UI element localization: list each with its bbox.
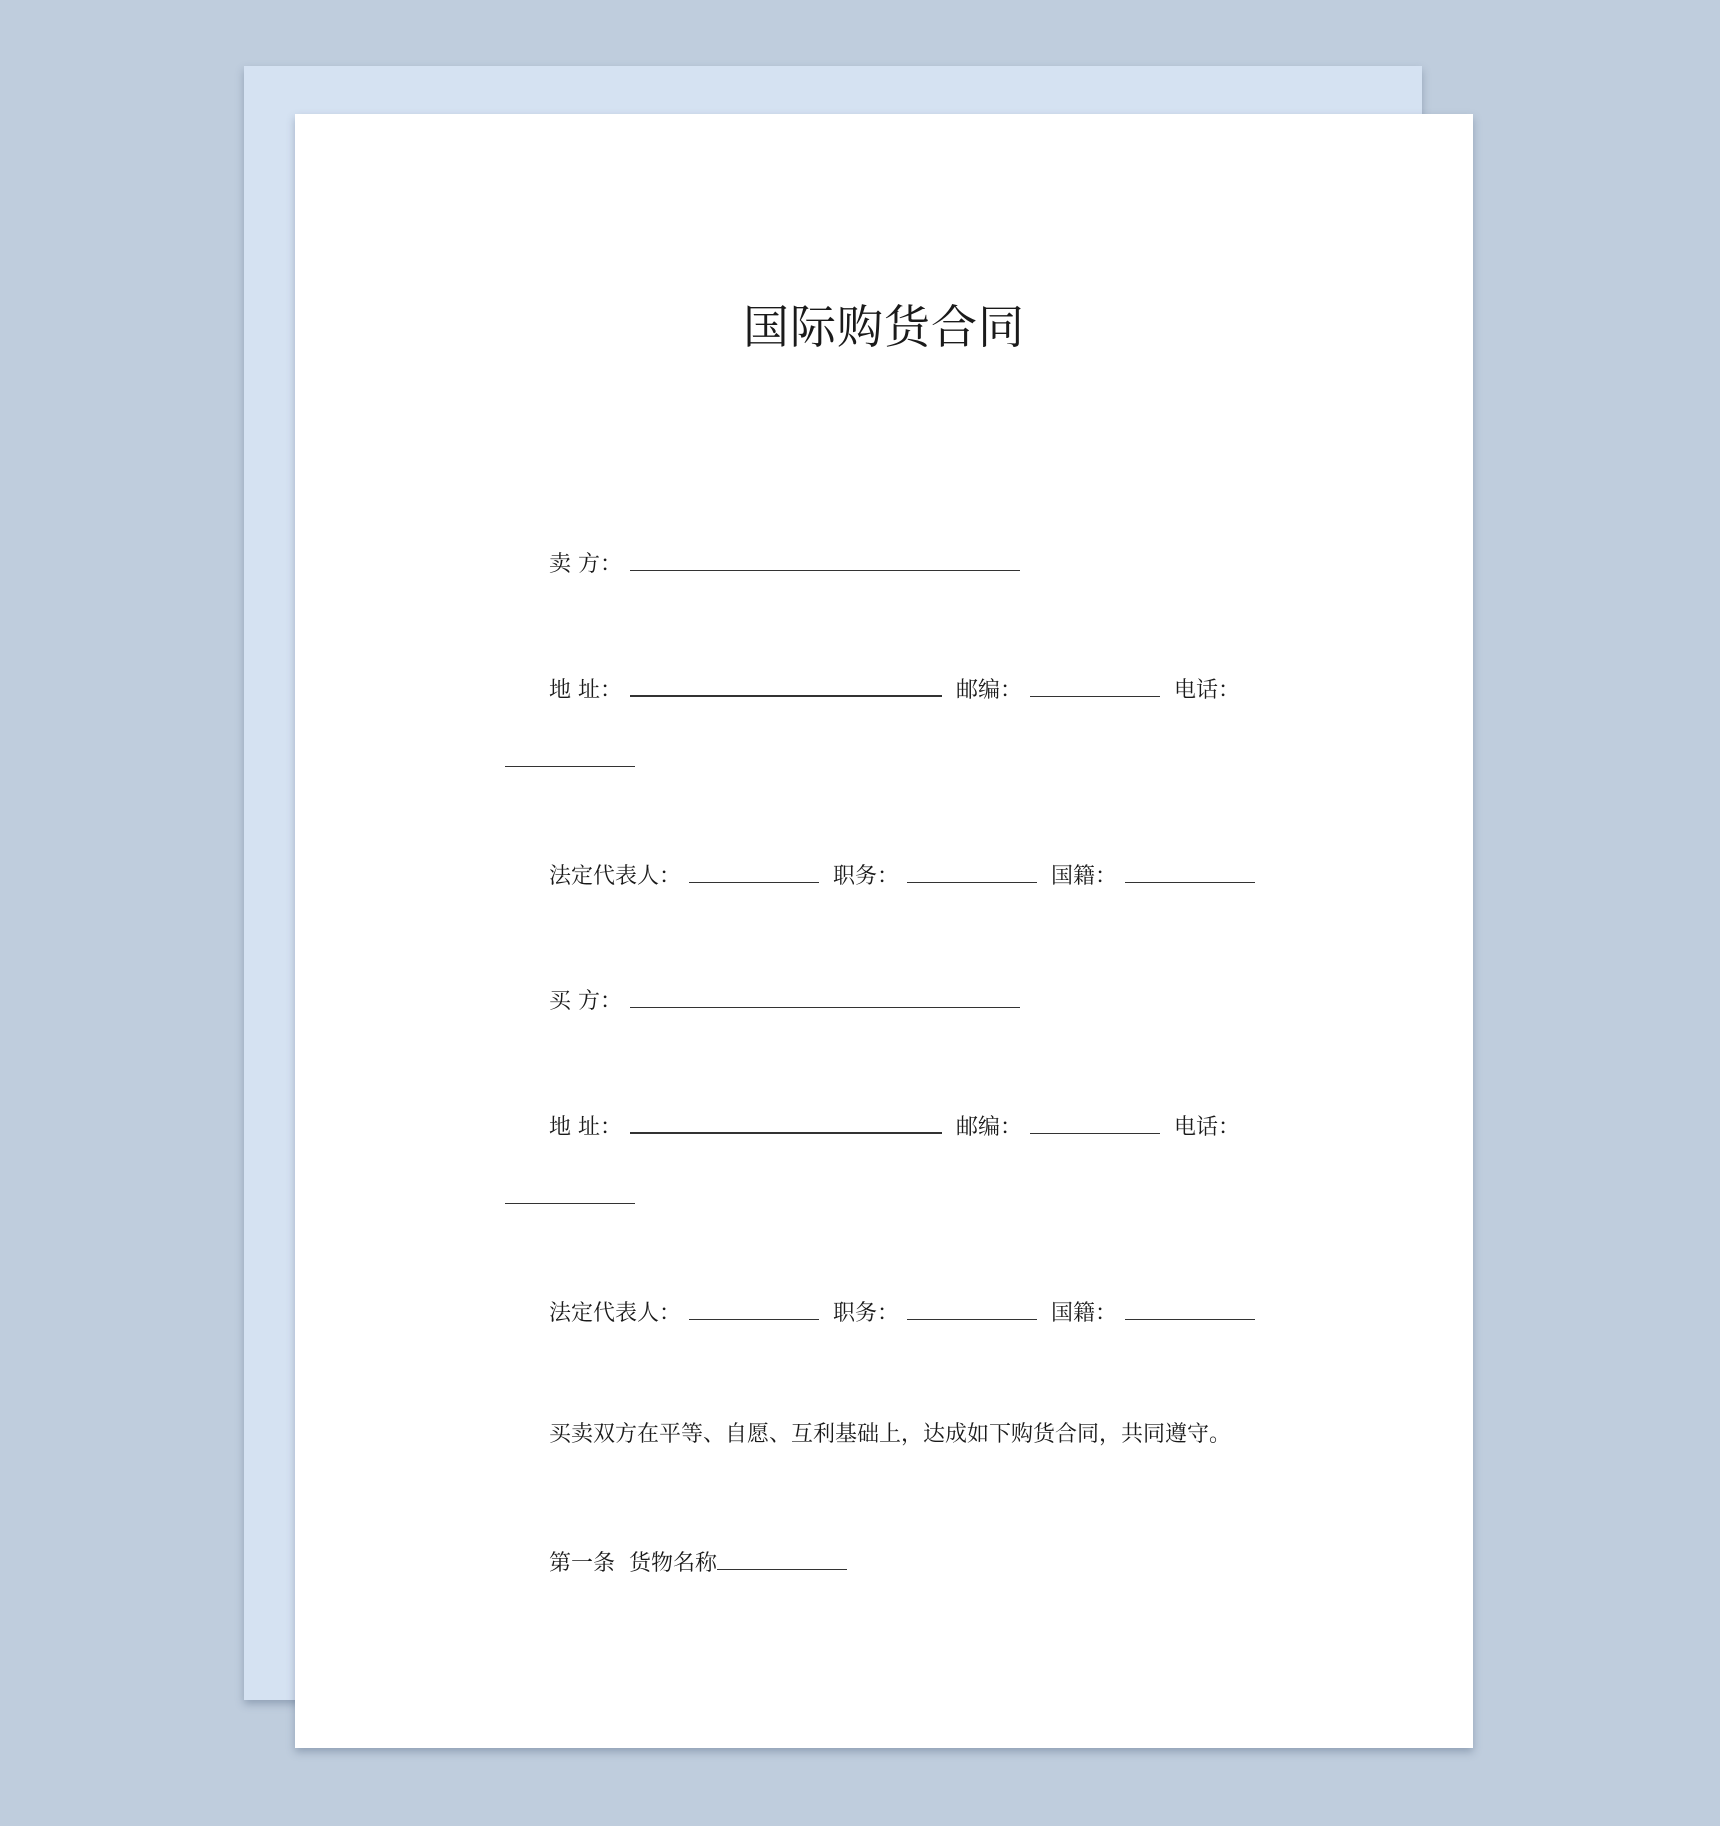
buyer-address-label: 地 址： [549, 1115, 622, 1140]
buyer-representative-line [549, 1295, 1255, 1329]
seller-name-blank[interactable] [630, 546, 1020, 571]
seller-label: 卖 方： [549, 552, 622, 577]
buyer-address-blank[interactable] [630, 1108, 942, 1134]
seller-representative-line [549, 858, 1255, 892]
buyer-postcode-blank[interactable] [1030, 1109, 1160, 1134]
article-1-line [549, 1545, 847, 1579]
seller-address-blank[interactable] [630, 671, 942, 697]
buyer-nationality-label: 国籍： [1051, 1301, 1118, 1326]
buyer-line [549, 983, 1020, 1017]
seller-representative-label: 法定代表人： [549, 864, 682, 889]
buyer-nationality-blank[interactable] [1125, 1295, 1255, 1320]
document-title: 国际购货合同 [743, 300, 1025, 354]
buyer-address-line [549, 1108, 1240, 1143]
seller-phone-blank[interactable] [505, 742, 635, 767]
buyer-phone-label: 电话： [1174, 1115, 1241, 1140]
seller-postcode-label: 邮编： [956, 678, 1023, 703]
seller-position-label: 职务： [833, 864, 900, 889]
buyer-name-blank[interactable] [630, 983, 1020, 1008]
seller-address-label: 地 址： [549, 678, 622, 703]
seller-position-blank[interactable] [907, 858, 1037, 883]
seller-phone-label: 电话： [1174, 678, 1241, 703]
goods-name-blank[interactable] [717, 1545, 847, 1570]
buyer-phone-blank[interactable] [505, 1179, 635, 1204]
document-page [295, 114, 1473, 1748]
preamble: 买卖双方在平等、自愿、互利基础上，达成如下购货合同，共同遵守。 [549, 1422, 1232, 1447]
seller-address-line [549, 671, 1240, 706]
seller-phone-line [505, 742, 635, 776]
seller-nationality-blank[interactable] [1125, 858, 1255, 883]
buyer-postcode-label: 邮编： [956, 1115, 1023, 1140]
buyer-representative-label: 法定代表人： [549, 1301, 682, 1326]
seller-representative-blank[interactable] [689, 858, 819, 883]
buyer-label: 买 方： [549, 989, 622, 1014]
buyer-phone-line [505, 1179, 635, 1213]
article-1-label: 第一条 货物名称 [549, 1551, 717, 1576]
buyer-position-label: 职务： [833, 1301, 900, 1326]
seller-postcode-blank[interactable] [1030, 672, 1160, 697]
buyer-position-blank[interactable] [907, 1295, 1037, 1320]
buyer-representative-blank[interactable] [689, 1295, 819, 1320]
seller-line [549, 546, 1020, 580]
seller-nationality-label: 国籍： [1051, 864, 1118, 889]
